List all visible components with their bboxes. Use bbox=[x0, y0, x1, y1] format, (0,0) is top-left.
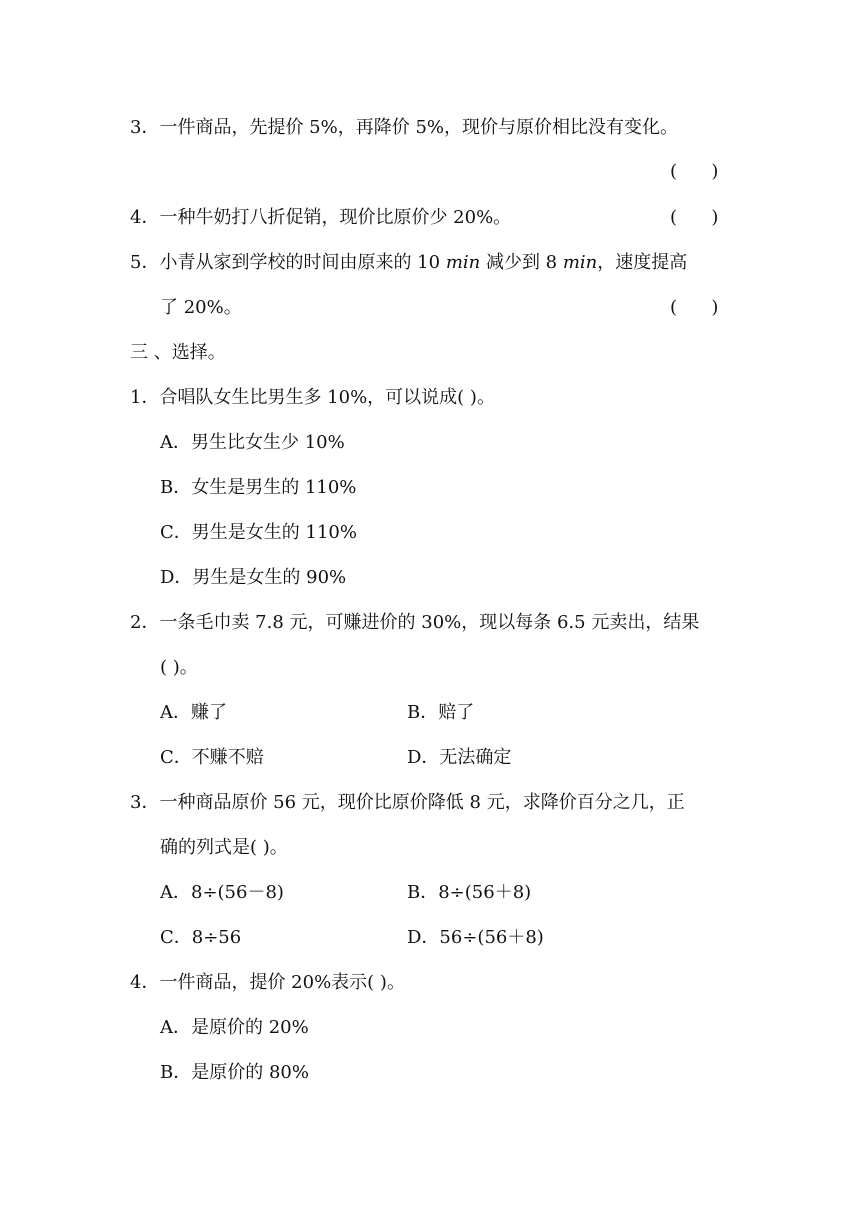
question-number: 4． bbox=[130, 972, 160, 993]
option-d[interactable]: D．无法确定 bbox=[407, 747, 512, 768]
judge-q5 bbox=[130, 251, 687, 275]
option-b[interactable]: B．女生是男生的 110% bbox=[160, 477, 357, 498]
option-a[interactable]: A．男生比女生少 10% bbox=[160, 432, 345, 453]
question-text: ，速度提高 bbox=[597, 252, 688, 273]
question-text: 一种商品原价 56 元，现价比原价降低 8 元，求降价百分之几，正 bbox=[159, 792, 685, 813]
option-c[interactable]: C．不赚不赔 bbox=[160, 747, 264, 768]
section-title: 三 、选择。 bbox=[130, 342, 226, 363]
question-number: 3． bbox=[130, 792, 160, 813]
unit-min: min bbox=[562, 252, 598, 273]
option-b[interactable]: B．赔了 bbox=[407, 702, 475, 723]
question-text: 小青从家到学校的时间由原来的 10 bbox=[159, 252, 446, 273]
question-number: 4． bbox=[130, 207, 160, 228]
choice-q2 bbox=[130, 611, 699, 635]
option-c[interactable]: C．8÷56 bbox=[160, 927, 242, 948]
choice-q4 bbox=[130, 971, 405, 995]
question-number: 2． bbox=[130, 612, 160, 633]
option-a[interactable]: A．8÷(56－8) bbox=[160, 882, 284, 903]
question-number: 3． bbox=[130, 117, 160, 138]
unit-min: min bbox=[445, 252, 481, 273]
question-number: 1． bbox=[130, 387, 160, 408]
option-b[interactable]: B．是原价的 80% bbox=[160, 1062, 309, 1083]
question-text: 一件商品，提价 20%表示( )。 bbox=[159, 972, 405, 993]
option-d[interactable]: D．男生是女生的 90% bbox=[160, 567, 347, 588]
question-text: 一种牛奶打八折促销，现价比原价少 20%。 bbox=[159, 207, 512, 228]
choice-q3 bbox=[130, 791, 685, 815]
option-a[interactable]: A．赚了 bbox=[160, 702, 227, 723]
question-text: 合唱队女生比男生多 10%，可以说成( )。 bbox=[159, 387, 495, 408]
question-text: 一条毛巾卖 7.8 元，可赚进价的 30%，现以每条 6.5 元卖出，结果 bbox=[159, 612, 700, 633]
judge-q3 bbox=[130, 116, 678, 140]
answer-paren[interactable]: ( ) bbox=[670, 161, 719, 182]
question-text-continued: 了 20%。 bbox=[160, 297, 242, 318]
question-text: 减少到 8 bbox=[480, 252, 563, 273]
question-text-continued: 确的列式是( )。 bbox=[160, 837, 288, 858]
answer-paren[interactable]: ( ) bbox=[670, 297, 719, 318]
option-a[interactable]: A．是原价的 20% bbox=[160, 1017, 309, 1038]
question-text-continued: ( )。 bbox=[160, 657, 198, 678]
question-text: 一件商品，先提价 5%，再降价 5%，现价与原价相比没有变化。 bbox=[159, 117, 679, 138]
judge-q4 bbox=[130, 206, 511, 230]
option-d[interactable]: D．56÷(56＋8) bbox=[407, 927, 544, 948]
option-c[interactable]: C．男生是女生的 110% bbox=[160, 522, 357, 543]
question-number: 5． bbox=[130, 252, 160, 273]
choice-q1 bbox=[130, 386, 495, 410]
option-b[interactable]: B．8÷(56＋8) bbox=[407, 882, 532, 903]
answer-paren[interactable]: ( ) bbox=[670, 207, 719, 228]
